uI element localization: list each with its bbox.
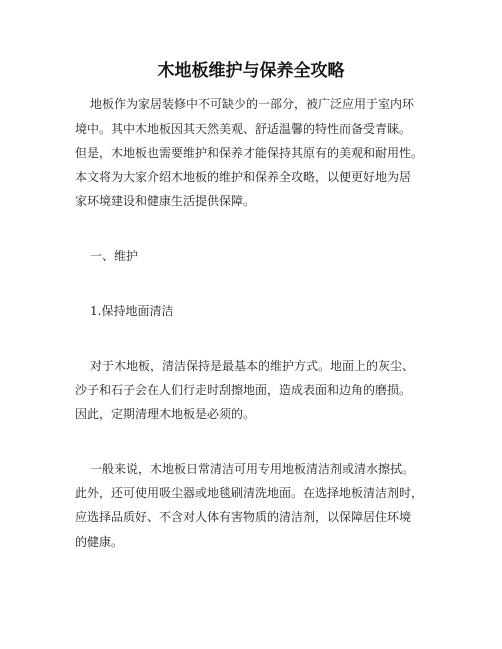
section-heading: 一、维护 bbox=[90, 249, 139, 263]
intro-line: 境中。其中木地板因其天然美观、舒适温馨的特性而备受青睐。 bbox=[75, 122, 412, 136]
paragraph-line: 沙子和石子会在人们行走时刮擦地面，造成表面和边角的磨损。 bbox=[75, 383, 412, 397]
intro-line: 但是，木地板也需要维护和保养才能保持其原有的美观和耐用性。 bbox=[75, 146, 424, 160]
document-title: 木地板维护与保养全攻略 bbox=[157, 61, 345, 81]
intro-line: 家环境建设和健康生活提供保障。 bbox=[75, 194, 256, 208]
paragraph-line: 因此，定期清理木地板是必须的。 bbox=[75, 407, 256, 421]
paragraph-line: 应选择品质好、不含对人体有害物质的清洁剂，以保障居住环境 bbox=[75, 510, 412, 524]
subsection-heading: 1.保持地面清洁 bbox=[90, 304, 174, 318]
paragraph-line: 此外，还可使用吸尘器或地毯刷清洗地面。在选择地板清洁剂时， bbox=[75, 486, 424, 500]
intro-line: 地板作为家居装修中不可缺少的一部分，被广泛应用于室内环 bbox=[90, 97, 415, 111]
paragraph-line: 对于木地板，清洁保持是最基本的维护方式。地面上的灰尘、 bbox=[90, 359, 415, 373]
paragraph-line: 一般来说，木地板日常清洁可用专用地板清洁剂或清水擦拭。 bbox=[90, 462, 415, 476]
paragraph-line: 的健康。 bbox=[75, 535, 124, 549]
intro-line: 本文将为大家介绍木地板的维护和保养全攻略，以便更好地为居 bbox=[75, 170, 412, 184]
